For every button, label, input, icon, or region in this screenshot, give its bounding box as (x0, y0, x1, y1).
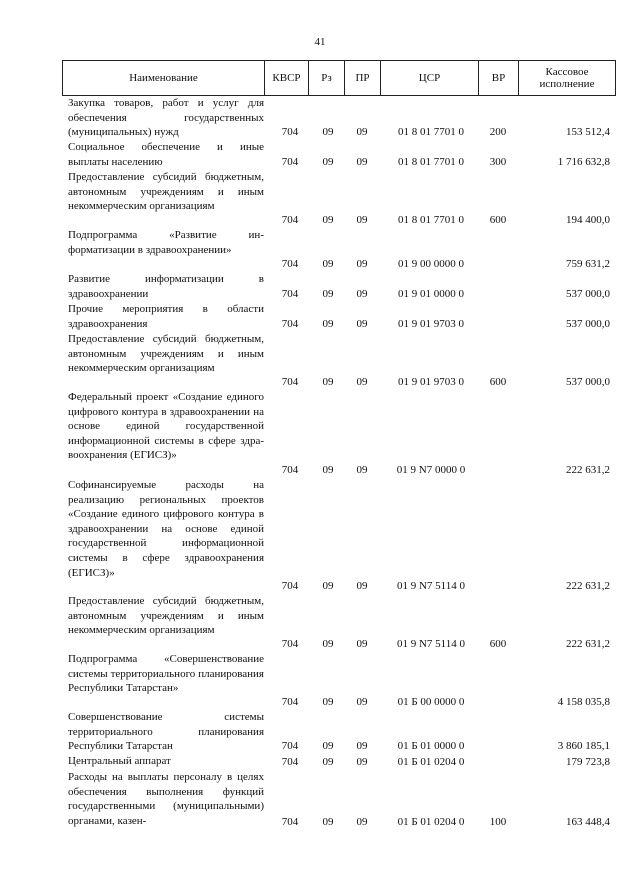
header-csr: ЦСР (381, 61, 479, 95)
row-sum: 179 723,8 (566, 756, 610, 769)
row-kvsr: 704 (281, 756, 299, 769)
row-sum: 537 000,0 (566, 288, 610, 301)
row-sum: 759 631,2 (566, 258, 610, 271)
table-row (62, 652, 616, 710)
row-rz: 09 (322, 288, 334, 301)
table-row (62, 302, 616, 332)
row-pr: 09 (356, 376, 368, 389)
row-sum: 537 000,0 (566, 318, 610, 331)
header-pr: ПР (345, 61, 381, 95)
row-csr: 01 8 01 7701 0 (398, 156, 464, 169)
row-name: Социальное обеспечение и иные выплаты населению (68, 141, 264, 168)
row-kvsr: 704 (281, 696, 299, 709)
row-sum: 163 448,4 (566, 816, 610, 829)
table-row (62, 272, 616, 302)
row-pr: 09 (356, 464, 368, 477)
row-rz: 09 (322, 638, 334, 651)
row-pr: 09 (356, 288, 368, 301)
row-vr: 300 (489, 156, 507, 169)
row-name: Совершенствование системы территориального планирования Республики Татарстан (68, 711, 264, 753)
row-pr: 09 (356, 638, 368, 651)
row-vr: 100 (489, 816, 507, 829)
row-pr: 09 (356, 696, 368, 709)
row-kvsr: 704 (281, 214, 299, 227)
row-kvsr: 704 (281, 126, 299, 139)
row-name: Подпрограмма «Развитие информатизации в здравоохранении» (68, 229, 264, 256)
row-name: Центральный аппарат (68, 755, 171, 767)
row-rz: 09 (322, 318, 334, 331)
row-sum: 3 860 185,1 (557, 740, 610, 753)
table-row (62, 770, 616, 830)
row-rz: 09 (322, 580, 334, 593)
row-pr: 09 (356, 156, 368, 169)
row-vr: 600 (489, 376, 507, 389)
row-csr: 01 Б 01 0204 0 (397, 816, 465, 829)
row-name: Развитие информатизации в здравоохранении (68, 273, 264, 300)
row-rz: 09 (322, 740, 334, 753)
row-rz: 09 (322, 214, 334, 227)
row-sum: 153 512,4 (566, 126, 610, 139)
row-rz: 09 (322, 696, 334, 709)
row-name: Расходы на выплаты персоналу в целях обеспечения выполнения функций государственными (муниципальными) органами, казен- (68, 771, 264, 827)
row-vr: 200 (489, 126, 507, 139)
row-kvsr: 704 (281, 580, 299, 593)
table-row (62, 594, 616, 652)
table-row (62, 478, 616, 594)
page-number: 41 (314, 36, 326, 48)
row-name: Предоставление субсидий бюджетным, автономным учреждениям и иным некоммерческим организациям (68, 171, 264, 213)
row-kvsr: 704 (281, 258, 299, 271)
row-csr: 01 9 01 9703 0 (398, 376, 464, 389)
row-sum: 1 716 632,8 (557, 156, 610, 169)
row-pr: 09 (356, 318, 368, 331)
header-rz: Рз (309, 61, 345, 95)
row-name: Прочие мероприятия в области здравоохранения (68, 303, 264, 330)
row-name: Федеральный проект «Создание единого цифрового контура в здравоохранении на основе единой государственной информационной системы в сфере здравоохранения (ЕГИСЗ)» (68, 391, 264, 462)
row-csr: 01 Б 01 0000 0 (397, 740, 465, 753)
row-csr: 01 8 01 7701 0 (398, 214, 464, 227)
row-name: Софинансируемые расходы на реализацию региональных проектов «Создание единого цифрового контура в здравоохранении на основе единой государственной информационной системы в сфере здравоохранения (ЕГИСЗ)» (68, 479, 264, 579)
row-csr: 01 Б 00 0000 0 (397, 696, 465, 709)
row-csr: 01 9 00 0000 0 (398, 258, 464, 271)
row-rz: 09 (322, 156, 334, 169)
row-csr: 01 Б 01 0204 0 (397, 756, 465, 769)
row-vr: 600 (489, 214, 507, 227)
row-kvsr: 704 (281, 376, 299, 389)
table-row (62, 710, 616, 754)
row-pr: 09 (356, 258, 368, 271)
row-csr: 01 9 01 0000 0 (398, 288, 464, 301)
header-name: Наименование (63, 61, 265, 95)
row-kvsr: 704 (281, 464, 299, 477)
table-row (62, 390, 616, 478)
table-row (62, 754, 616, 770)
row-kvsr: 704 (281, 816, 299, 829)
row-rz: 09 (322, 464, 334, 477)
header-kvsr: КВСР (265, 61, 309, 95)
row-rz: 09 (322, 126, 334, 139)
row-csr: 01 9 N7 5114 0 (396, 638, 466, 651)
row-rz: 09 (322, 376, 334, 389)
table-row (62, 228, 616, 272)
row-pr: 09 (356, 816, 368, 829)
row-csr: 01 9 N7 5114 0 (396, 580, 466, 593)
row-kvsr: 704 (281, 288, 299, 301)
row-kvsr: 704 (281, 740, 299, 753)
row-pr: 09 (356, 580, 368, 593)
row-sum: 4 158 035,8 (557, 696, 610, 709)
row-kvsr: 704 (281, 318, 299, 331)
row-sum: 222 631,2 (566, 580, 610, 593)
row-vr: 600 (489, 638, 507, 651)
row-csr: 01 9 N7 0000 0 (396, 464, 466, 477)
row-csr: 01 9 01 9703 0 (398, 318, 464, 331)
row-name: Предоставление субсидий бюджетным, автономным учреждениям и иным некоммерческим организациям (68, 333, 264, 375)
row-pr: 09 (356, 126, 368, 139)
row-pr: 09 (356, 756, 368, 769)
row-pr: 09 (356, 740, 368, 753)
table-row (62, 170, 616, 228)
table-row (62, 332, 616, 390)
row-kvsr: 704 (281, 638, 299, 651)
row-csr: 01 8 01 7701 0 (398, 126, 464, 139)
row-rz: 09 (322, 258, 334, 271)
header-vr: ВР (479, 61, 519, 95)
row-name: Подпрограмма «Совершенствование системы территориального планирования Республики Татарстан» (68, 653, 264, 695)
row-sum: 222 631,2 (566, 464, 610, 477)
row-pr: 09 (356, 214, 368, 227)
row-name: Закупка товаров, работ и услуг для обеспечения государственных (муниципальных) нужд (68, 97, 264, 139)
row-rz: 09 (322, 816, 334, 829)
table-row (62, 96, 616, 140)
row-sum: 222 631,2 (566, 638, 610, 651)
row-sum: 194 400,0 (566, 214, 610, 227)
row-sum: 537 000,0 (566, 376, 610, 389)
row-kvsr: 704 (281, 156, 299, 169)
row-rz: 09 (322, 756, 334, 769)
row-name: Предоставление субсидий бюджетным, автономным учреждениям и иным некоммерческим организациям (68, 595, 264, 637)
table-row (62, 140, 616, 170)
header-sum: Кассовое исполнение (539, 66, 595, 90)
table-header (62, 60, 616, 96)
